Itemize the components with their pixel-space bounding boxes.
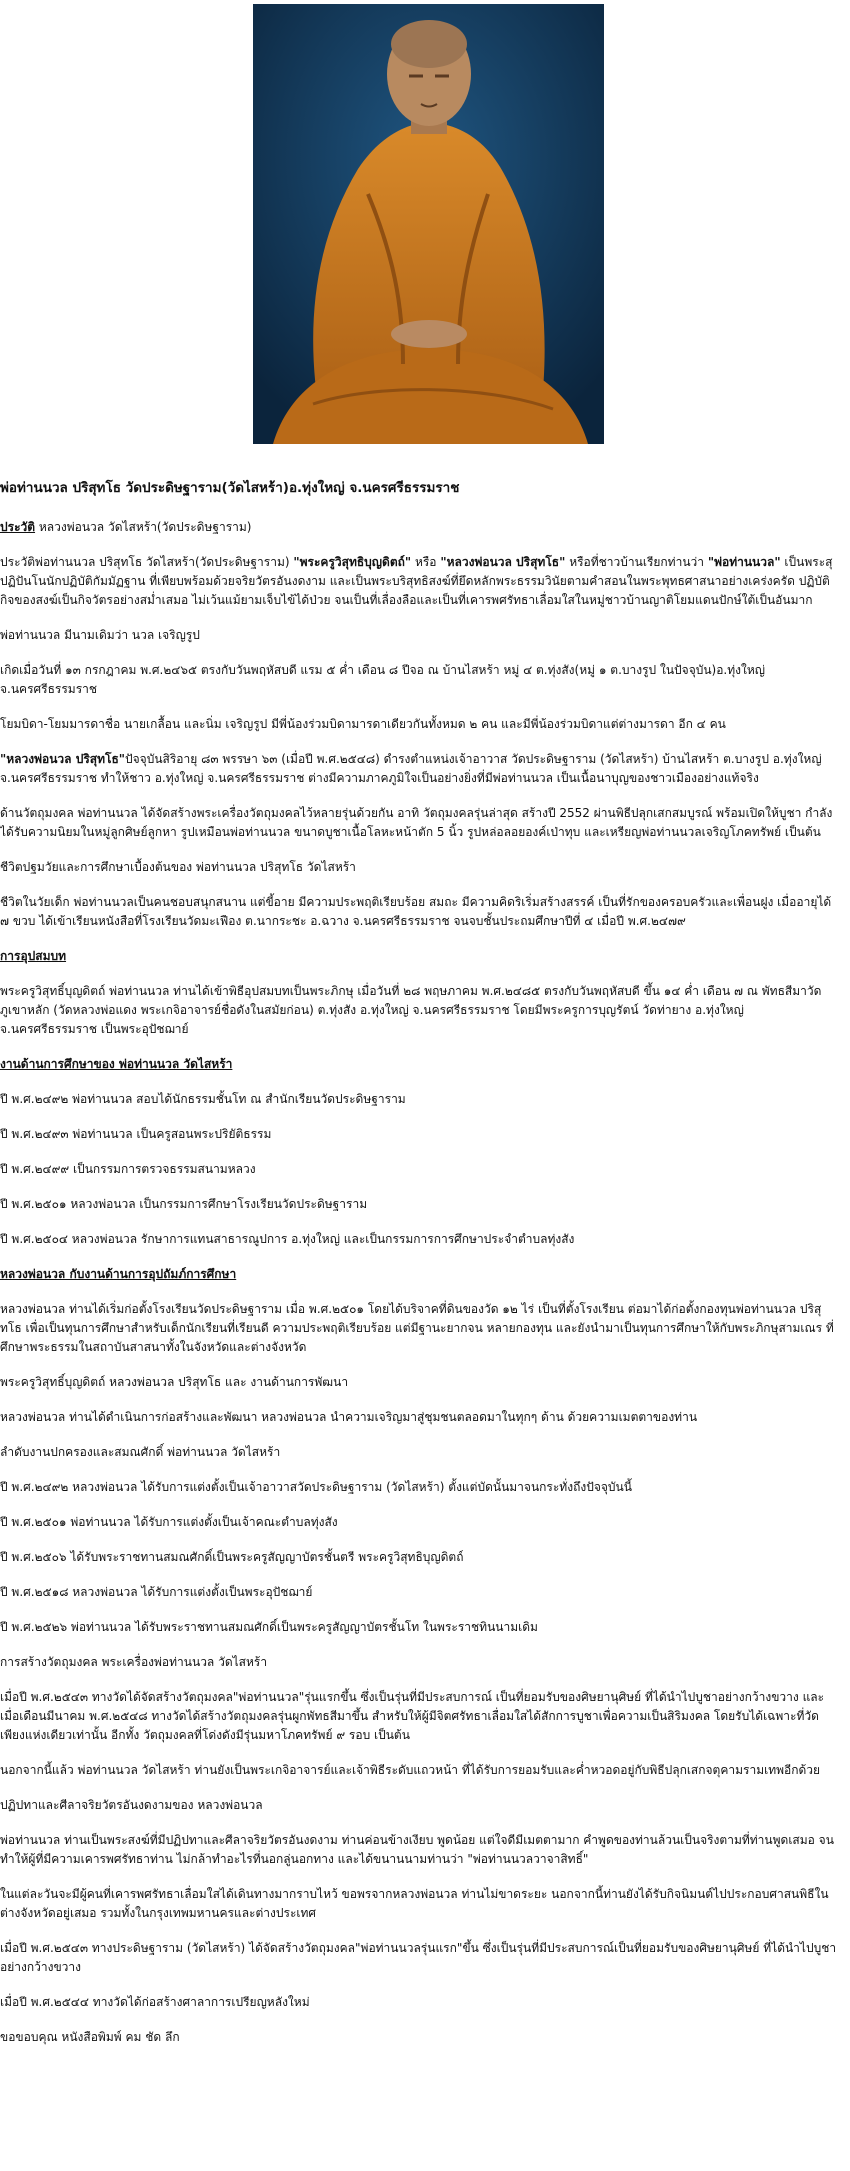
amulets-p3-title: ปฏิปทาและศีลาจริยวัตรอันงดงามของ หลวงพ่อนวล bbox=[0, 1798, 263, 1812]
history-amulets: ด้านวัตถุมงคล พ่อท่านนวล ได้จัดสร้างพระเครื่องวัตถุมงคลไว้หลายรุ่นด้วยกัน อาทิ วัตถุมงคลรุ่นล่าสุด สร้างปี 2552 ผ่านพิธีปลุกเสกสมบูรณ์ พร้อมเปิดให้บูชา กำลังได้รับความนิยมในหมู่ลูกศิษย์ลูกหา รูปเหมือนพ่อท่านนวล ขนาดบูชาเนื้อโลหะหน้าตัก 5 นิ้ว รูปหล่อลอยองค์เป่าทุบ และเหรียญพ่อท่านนวลเจริญโภคทรัพย์ เป็นต้น bbox=[0, 806, 833, 839]
history-parents: โยมบิดา-โยมมารดาชื่อ นายเกลื้อน และนิ่ม เจริญรูป มีพี่น้องร่วมบิดามารดาเดียวกันทั้งหมด ๒ คน และมีพี่น้องร่วมบิดาแต่ต่างมารดา อีก ๔ คน bbox=[0, 717, 726, 731]
amulets-p5: เมื่อปี พ.ศ.๒๕๔๓ ทางประดิษฐาราม (วัดไสหร้า) ได้จัดสร้างวัตถุมงคล"พ่อท่านนวลรุ่นแรก"ขึ้น ซึ่งเป็นรุ่นที่มีประสบการณ์เป็นที่ยอมรับของศิษยานุศิษย์ ที่ได้นำไปบูชาอย่างกว้างขวาง bbox=[0, 1941, 837, 1974]
history-heading: ประวัติ bbox=[0, 520, 36, 534]
education-heading: งานด้านการศึกษาของ พ่อท่านนวล วัดไสหร้า bbox=[0, 1057, 233, 1071]
rank-item: ปี พ.ศ.๒๔๙๒ หลวงพ่อนวล ได้รับการแต่งตั้งเป็นเจ้าอาวาสวัดประดิษฐาราม (วัดไสหร้า) ตั้งแต่บัดนั้นมาจนกระทั่งถึงปัจจุบันนี้ bbox=[0, 1480, 632, 1494]
ordination-text: พระครูวิสุทธิ์บุญดิตถ์ พ่อท่านนวล ท่านได้เข้าพิธีอุปสมบทเป็นพระภิกษุ เมื่อวันที่ ๒๘ พฤษภาคม พ.ศ.๒๔๘๕ ตรงกับวันพฤหัสบดี ขึ้น ๑๔ ค่ำ เดือน ๗ ณ พัทธสีมาวัดภูเขาหลัก (วัดหลวงพ่อแดง พระเกจิอาจารย์ชื่อดังในสมัยก่อน) ต.ทุ่งสัง อ.ทุ่งใหญ่ จ.นครศรีธรรมราช โดยมีพระครูการบุญรัตน์ วัดท่ายาง อ.ทุ่งใหญ่ จ.นครศรีธรรมราช เป็นพระอุปัชฌาย์ bbox=[0, 984, 822, 1036]
history-intro-c: หรือที่ชาวบ้านเรียกท่านว่า bbox=[565, 555, 708, 569]
amulets-p6: เมื่อปี พ.ศ.๒๕๔๔ ทางวัดได้ก่อสร้างศาลาการเปรียญหลังใหม่ bbox=[0, 1995, 310, 2009]
amulets-p4: ในแต่ละวันจะมีผู้คนที่เคารพศรัทธาเลื่อมใสได้เดินทางมากราบไหว้ ขอพรจากหลวงพ่อนวล ท่านไม่ขาดระยะ นอกจากนี้ท่านยังได้รับกิจนิมนต์ไปประกอบศาสนพิธีในต่างจังหวัดอยู่เสมอ รวมทั้งในกรุงเทพมหานครและต่างประเทศ bbox=[0, 1887, 829, 1920]
education-item: ปี พ.ศ.๒๔๙๓ พ่อท่านนวล เป็นครูสอนพระปริยัติธรรม bbox=[0, 1127, 272, 1141]
amulets-p1: เมื่อปี พ.ศ.๒๕๔๓ ทางวัดได้จัดสร้างวัตถุมงคล"พ่อท่านนวล"รุ่นแรกขึ้น ซึ่งเป็นรุ่นที่มีประสบการณ์ เป็นที่ยอมรับของศิษยานุศิษย์ ที่ได้นำไปบูชาอย่างกว้างขวาง และเมื่อเดือนมีนาคม พ.ศ.๒๕๔๘ ทางวัดได้สร้างวัตถุมงคลรุ่นผูกพัทธสีมาขึ้น สำหรับให้ผู้มีจิตศรัทธาเลื่อมใสได้สักการบูชาเพื่อความเป็นสิริมงคล โดยรับได้เฉพาะที่วัดเพียงแห่งเดียวเท่านั้น อีกทั้ง วัตถุมงคลที่โด่งดังมีรุ่นมหาโภคทรัพย์ ๙ รอบ เป็นต้น bbox=[0, 1690, 825, 1742]
history-intro bbox=[0, 553, 838, 610]
credit-line: ขอขอบคุณ หนังสือพิมพ์ คม ชัด ลึก bbox=[0, 2030, 180, 2044]
history-youth-title: ชีวิตปฐมวัยและการศึกษาเบื้องต้นของ พ่อท่านนวล ปริสุทโธ วัดไสหร้า bbox=[0, 860, 356, 874]
article bbox=[0, 470, 838, 2063]
rank-item: ปี พ.ศ.๒๕๐๖ ได้รับพระราชทานสมณศักดิ์เป็นพระครูสัญญาบัตรชั้นตรี พระครูวิสุทธิบุญดิตถ์ bbox=[0, 1550, 464, 1564]
history-intro-d: เป็นพระสุปฏิปันโนนักปฏิบัติกัมมัฏฐาน ที่เพียบพร้อมด้วยจริยวัตรอันงดงาม และเป็นพระบริสุทธิสงฆ์ที่ยึดหลักพระธรรมวินัยตามคำสอนในพระพุทธศาสนาอย่างเคร่งครัด ปฏิบัติกิจของสงฆ์เป็นกิจวัตรอย่างสม่ำเสมอ ไม่เว้นแม้ยามเจ็บไข้ได้ป่วย จนเป็นที่เลื่องลือและเป็นที่เคารพศรัทธาเลื่อมใสในหมู่ชาวบ้านญาติโยมแดนปักษ์ใต้เป็นอันมาก bbox=[0, 555, 833, 607]
history-birth: เกิดเมื่อวันที่ ๑๓ กรกฎาคม พ.ศ.๒๔๖๕ ตรงกับวันพฤหัสบดี แรม ๕ ค่ำ เดือน ๘ ปีจอ ณ บ้านไสหร้า หมู่ ๔ ต.ทุ่งสัง(หมู่ ๑ ต.บางรูป ในปัจจุบัน)อ.ทุ่งใหญ่ จ.นครศรีธรรมราช bbox=[0, 663, 766, 696]
development-text: หลวงพ่อนวล ท่านได้เริ่มก่อตั้งโรงเรียนวัดประดิษฐาราม เมื่อ พ.ศ.๒๕๐๑ โดยได้บริจาคที่ดินของวัด ๑๒ ไร่ เป็นที่ตั้งโรงเรียน ต่อมาได้ก่อตั้งกองทุนพ่อท่านนวล ปริสุทโธ เพื่อเป็นทุนการศึกษาสำหรับเด็กนักเรียนที่เรียนดี ความประพฤติเรียบร้อย แต่มีฐานะยากจน หลายกองทุน และยังนำมาเป็นทุนการศึกษาให้กับพระภิกษุสามเณร ที่ศึกษาพระธรรมในสถาบันสาสนาทั้งในจังหวัดและต่างจังหวัด bbox=[0, 1302, 834, 1354]
amulets-p2: นอกจากนี้แล้ว พ่อท่านนวล วัดไสหร้า ท่านยังเป็นพระเกจิอาจารย์และเจ้าพิธีระดับแถวหน้า ที่ได้รับการยอมรับและค่ำหวอดอยู่กับพิธีปลุกเสกจตุคามรามเทพอีกด้วย bbox=[0, 1763, 821, 1777]
rank-item: ปี พ.ศ.๒๕๒๖ พ่อท่านนวล ได้รับพระราชทานสมณศักดิ์เป็นพระครูสัญญาบัตรชั้นโท ในพระราชทินนามเดิม bbox=[0, 1620, 538, 1634]
history-intro-a: ประวัติพ่อท่านนวล ปริสุทโธ วัดไสหร้า(วัดประดิษฐาราม) bbox=[0, 555, 294, 569]
education-item: ปี พ.ศ.๒๔๙๒ พ่อท่านนวล สอบได้นักธรรมชั้นโท ณ สำนักเรียนวัดประดิษฐาราม bbox=[0, 1092, 406, 1106]
education-item: ปี พ.ศ.๒๔๙๙ เป็นกรรมการตรวจธรรมสนามหลวง bbox=[0, 1162, 256, 1176]
history-name1: "พระครูวิสุทธิบุญดิตถ์" bbox=[293, 555, 412, 569]
history-age bbox=[0, 750, 838, 788]
development-title: พระครูวิสุทธิ์บุญดิตถ์ หลวงพ่อนวล ปริสุทโธ และ งานด้านการพัฒนา bbox=[0, 1375, 349, 1389]
monk-portrait-illustration bbox=[253, 4, 604, 444]
development-heading: หลวงพ่อนวล กับงานด้านการอุปถัมภ์การศึกษา bbox=[0, 1267, 237, 1281]
history-name: พ่อท่านนวล มีนามเดิมว่า นวล เจริญรูป bbox=[0, 628, 200, 642]
history-age-lead: "หลวงพ่อนวล ปริสุทโธ" bbox=[0, 752, 126, 766]
history-intro-b: หรือ bbox=[411, 555, 441, 569]
ranks-title: ลำดับงานปกครองและสมณศักดิ์ พ่อท่านนวล วัดไสหร้า bbox=[0, 1445, 281, 1459]
history-name3: "พ่อท่านนวล" bbox=[707, 555, 781, 569]
rank-item: ปี พ.ศ.๒๕๐๑ พ่อท่านนวล ได้รับการแต่งตั้งเป็นเจ้าคณะตำบลทุ่งสัง bbox=[0, 1515, 338, 1529]
rank-item: ปี พ.ศ.๒๕๑๘ หลวงพ่อนวล ได้รับการแต่งตั้งเป็นพระอุปัชฌาย์ bbox=[0, 1585, 313, 1599]
amulets-title: การสร้างวัตถุมงคล พระเครื่องพ่อท่านนวล วัดไสหร้า bbox=[0, 1655, 268, 1669]
education-item: ปี พ.ศ.๒๕๐๔ หลวงพ่อนวล รักษาการแทนสาธารณูปการ อ.ทุ่งใหญ่ และเป็นกรรมการการศึกษาประจำตำบลทุ่งสัง bbox=[0, 1232, 575, 1246]
history-heading-line bbox=[0, 518, 838, 537]
history-name2: "หลวงพ่อนวล ปริสุทโธ" bbox=[440, 555, 566, 569]
history-heading-suffix: หลวงพ่อนวล วัดไสหร้า(วัดประดิษฐาราม) bbox=[35, 520, 252, 534]
history-youth: ชีวิตในวัยเด็ก พ่อท่านนวลเป็นคนชอบสนุกสนาน แต่ขี้อาย มีความประพฤติเรียบร้อย สมถะ มีความคิดริเริ่มสร้างสรรค์ เป็นที่รักของครอบครัวและเพื่อนฝูง เมื่ออายุได้ ๗ ขวบ ได้เข้าเรียนหนังสือที่โรงเรียนวัดมะเฟือง ต.นากระชะ อ.ฉวาง จ.นครศรีธรรมราช จนจบชั้นประถมศึกษาปีที่ ๔ เมื่อปี พ.ศ.๒๔๗๙ bbox=[0, 895, 832, 928]
monk-portrait-image bbox=[253, 4, 604, 444]
ordination-heading: การอุปสมบท bbox=[0, 949, 67, 963]
amulets-p3: พ่อท่านนวล ท่านเป็นพระสงฆ์ที่มีปฏิปทาและศีลาจริยวัตรอันงดงาม ท่านค่อนข้างเงียบ พูดน้อย แต่ใจดีมีเมตตามาก คำพูดของท่านล้วนเป็นจริงตามที่ท่านพูดเสมอ จนทำให้ผู้ที่มีความเคารพศรัทธาท่าน ไม่กล้าทำอะไรที่นอกลู่นอกทาง และได้ขนานนามท่านว่า "พ่อท่านนวลวาจาสิทธิ์" bbox=[0, 1833, 834, 1866]
education-item: ปี พ.ศ.๒๕๐๑ หลวงพ่อนวล เป็นกรรมการศึกษาโรงเรียนวัดประดิษฐาราม bbox=[0, 1197, 368, 1211]
history-age-rest: ปัจจุบันสิริอายุ ๘๓ พรรษา ๖๓ (เมื่อปี พ.ศ.๒๕๔๘) ดำรงตำแหน่งเจ้าอาวาส วัดประดิษฐาราม (วัดไสหร้า) บ้านไสหร้า ต.บางรูป อ.ทุ่งใหญ่ จ.นครศรีธรรมราช ทำให้ชาว อ.ทุ่งใหญ่ จ.นครศรีธรรมราช ต่างมีความภาคภูมิใจเป็นอย่างยิ่งที่มีพ่อท่านนวล เป็นเนื้อนาบุญของชาวเมืองอย่างแท้จริง bbox=[0, 752, 822, 785]
page-title: พ่อท่านนวล ปริสุทโธ วัดประดิษฐาราม(วัดไสหร้า)อ.ทุ่งใหญ่ จ.นครศรีธรรมราช bbox=[0, 480, 460, 496]
development-body: หลวงพ่อนวล ท่านได้ดำเนินการก่อสร้างและพัฒนา หลวงพ่อนวล นำความเจริญมาสู่ชุมชนตลอดมาในทุกๆ ด้าน ด้วยความเมตตาของท่าน bbox=[0, 1410, 698, 1424]
